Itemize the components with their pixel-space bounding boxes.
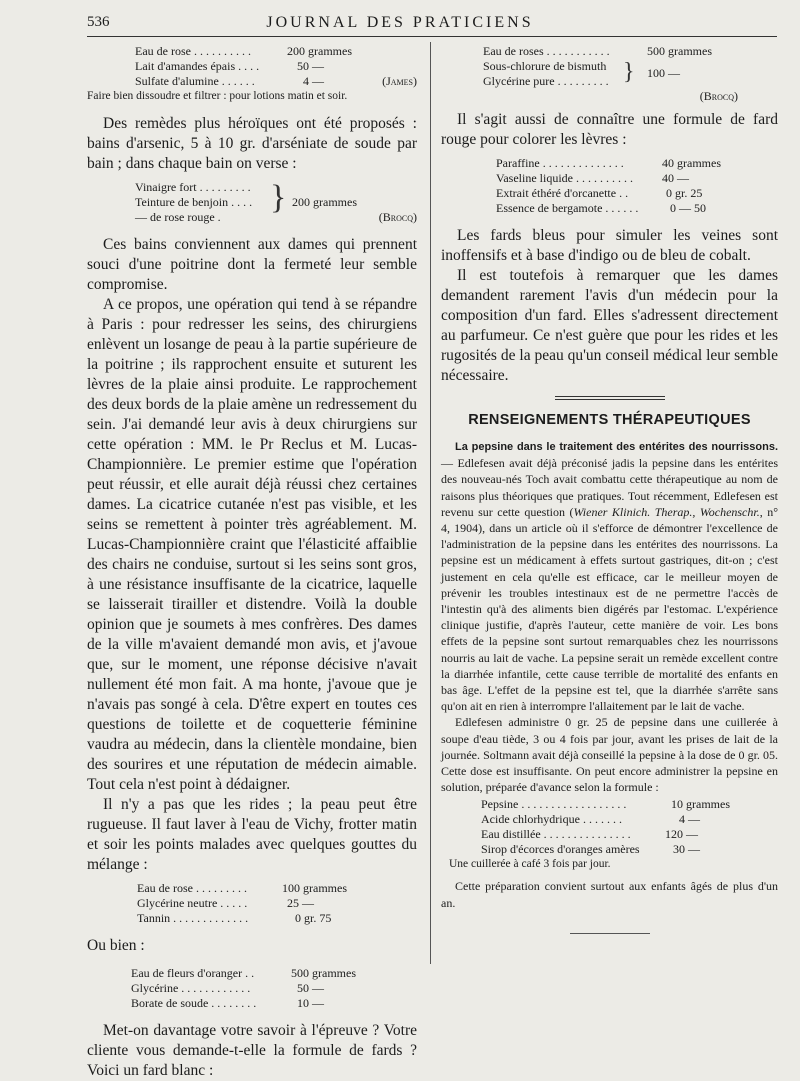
recipe-rugosity [87, 881, 417, 926]
column-divider [430, 42, 431, 964]
paragraph: Il s'agit aussi de connaître une formule de fard rouge pour colorer les lèvres : [441, 111, 778, 148]
paragraph: Il n'y a pas que les rides ; la peau peut être rugueuse. Il faut laver à l'eau de Vichy, frotter matin et soir les points malades avec quelques gouttes du mélange : [87, 796, 417, 873]
page-number: 536 [87, 14, 110, 30]
recipe-line: Eau de fleurs d'oranger . . 500 grammes [131, 966, 356, 980]
recipe-line: Borate de soude . . . . . . . . 10 — [131, 996, 324, 1010]
right-column [441, 44, 778, 934]
recipe-line: Essence de bergamote . . . . . . 0 — 50 [496, 201, 706, 215]
recipe-white-fard [441, 44, 778, 104]
recipe-line: Lait d'amandes épais . . . . 50 — [135, 59, 324, 73]
section-title: RENSEIGNEMENTS THÉRAPEUTIQUES [468, 412, 751, 428]
journal-title: JOURNAL DES PRATICIENS [266, 14, 534, 31]
end-rule [570, 933, 650, 934]
citation: Wiener Klinich. Therap., Wochenschr. [573, 504, 760, 519]
article-paragraph: Edlefesen administre 0 gr. 25 de pepsine dans une cuillerée à soupe d'eau tiède, 3 ou 4 fois par jour, avant les prises de lait de la journée. Soltmann avait déjà conseillé la pepsine à la dose de 0 gr. 05. Cette dose est insuffisante. On peut encore administrer la pepsine en solution, préparée d'avance selon la formule : [441, 715, 778, 795]
recipe-line: Vaseline liquide . . . . . . . . . . 40 — [496, 171, 689, 185]
recipe-line: Vinaigre fort . . . . . . . . . [135, 180, 251, 194]
recipe-line: Sirop d'écorces d'oranges amères 30 — [481, 842, 700, 857]
ou-bien: Ou bien : [87, 937, 145, 954]
page-header [0, 10, 800, 38]
left-column [87, 44, 417, 1081]
section-rule [555, 399, 665, 400]
section-rule [555, 396, 665, 397]
recipe-line: Eau de roses . . . . . . . . . . . 500 grammes [483, 44, 712, 58]
brace: } [623, 59, 635, 85]
paragraph: Des remèdes plus héroïques ont été proposés : bains d'arsenic, 5 à 10 gr. d'arséniate de soude par bain ; dans chaque bain on verse : [87, 115, 417, 172]
article-paragraph: La pepsine dans le traitement des entérites des nourrissons. — Edlefesen avait déjà préconisé jadis la pepsine dans les entérites des nouveau-nés Toch avait combattu cette thérapeutique au nom de raisons plus théoriques que pratiques. Tout récemment, Edlefesen est revenu sur cette question (Wiener Klinich. Therap., Wochenschr., n° 4, 1904), dans un article où il s'efforce de démontrer l'excellence de l'administration de la pepsine dans les entérites des nourrissons. La pepsine est un médicament à effets surtout gastriques, dit-on ; c'est justement en cela qu'elle est efficace, car le meilleur moyen de prévenir les troubles intestinaux est de ne permettre l'accès de l'intestin qu'à des aliments bien digérés par l'estomac. L'expérience clinique justifie, d'après l'auteur, cette manière de voir. Les bons effets de la pepsine sont surtout remarquables chez les nourrissons nourris au lait de vache. La pepsine serait un remède excellent contre la diarrhée infantile, cette cause terrible de mortalité des enfants en bas âge. L'effet de la pepsine est tel, que la diarrhée s'arrête sans qu'on ait en rien à interrompre l'allaitement par le lait de vache. [441, 441, 778, 714]
recipe-line: Eau de rose . . . . . . . . . . 200 grammes [135, 44, 352, 58]
recipe-line: Sous-chlorure de bismuth [483, 59, 607, 73]
recipe-line: Paraffine . . . . . . . . . . . . . . 40 grammes [496, 156, 721, 170]
paragraph: Les fards bleus pour simuler les veines sont inoffensifs et à base d'indigo ou de bleu de cobalt. [441, 227, 778, 264]
recipe-line: Glycérine pure . . . . . . . . . 100 — [483, 66, 680, 88]
paragraph: A ce propos, une opération qui tend à se répandre à Paris : pour redresser les seins, des chirurgiens enlèvent un losange de peau à la partie supérieure de la poitrine ; ils rapprochent ensuite et suturent les lèvres de la plaie ainsi produite. Le rapprochement des deux bords de la plaie amène un redressement du sein. J'ai demandé leur avis à deux chirurgiens sur cette opération : MM. le Pr Reclus et M. Lucas-Championnière. Le premier estime que l'opération peut réussir, et elle aurait déjà réussi chez certaines dames. La cicatrice cutanée n'est pas visible, et les seins se remettent à pointer très agréablement. M. Lucas-Championnière craint que l'élasticité affaiblie des chairs ne conduise, surtout si les seins sont gros, à une résistance insuffisante de la cicatrice, laquelle se laisserait tirailler et distendre. Voilà la double opinion que je soumets à mes confrères. Des dames de la ville m'avaient demandé mon avis, et j'avoue que, sur le moment, une réponse décisive n'avait nullement été mon fait. A ma honte, j'avoue que je n'avais pas songé à cela. D'être expert en toutes ces questions de toilette et de coquetterie féminine vaudra au médecin, dans la clientèle mondaine, bien des sourires et une réputation de médecin aimable. Tout cela n'est point à dédaigner. [87, 296, 417, 793]
paragraph: Il est toutefois à remarquer que les dames demandent rarement l'avis d'un médecin pour la composition d'un fard. Elles s'adressent directement au parfumeur. Ce n'est guère que pour les rides et les rugosités de la peau qu'un conseil médical leur semble nécessaire. [441, 267, 778, 384]
recipe-line: Eau de rose . . . . . . . . . 100 grammes [137, 881, 347, 895]
recipe-pepsine [441, 797, 778, 857]
recipe-line [483, 89, 778, 104]
recipe-note: Une cuillerée à café 3 fois par jour. [449, 858, 611, 871]
article-paragraph: Cette préparation convient surtout aux enfants âgés de plus d'un an. [441, 879, 778, 910]
header-rule [87, 36, 777, 37]
paragraph: Ces bains conviennent aux dames qui prennent souci d'une poitrine dont la fermeté leur semble compromise. [87, 236, 417, 293]
recipe-line: Acide chlorhydrique . . . . . . . 4 — [481, 812, 700, 827]
recipe-lotion [87, 44, 417, 89]
recipe-line: Eau distillée . . . . . . . . . . . . . . . 120 — [481, 827, 698, 842]
recipe-bath [87, 180, 417, 225]
recipe-alt [87, 966, 417, 1011]
article-lead: La pepsine dans le traitement des entérites des nourrissons. [455, 441, 778, 453]
recipe-line: Glycérine neutre . . . . . 25 — [137, 896, 314, 910]
recipe-author: (James) [382, 74, 417, 88]
recipe-line: Glycérine . . . . . . . . . . . . 50 — [131, 981, 324, 995]
recipe-author: (Brocq) [378, 210, 417, 224]
recipe-line: Teinture de benjoin . . . . 200 grammes [135, 195, 357, 209]
recipe-line: Extrait éthéré d'orcanette . . 0 gr. 25 [496, 186, 703, 200]
recipe-line: Sulfate d'alumine . . . . . . 4 — (James) [135, 74, 417, 88]
recipe-line: — de rose rouge . (Brocq) [135, 210, 417, 224]
recipe-red-fard [441, 156, 778, 216]
recipe-author: (Brocq) [699, 89, 738, 103]
recipe-line: Pepsine . . . . . . . . . . . . . . . . . . 10 grammes [481, 797, 730, 812]
recipe-note: Faire bien dissoudre et filtrer : pour lotions matin et soir. [87, 90, 348, 102]
recipe-line: Tannin . . . . . . . . . . . . . 0 gr. 75 [137, 911, 332, 925]
paragraph: Met-on davantage votre savoir à l'épreuve ? Votre cliente vous demande-t-elle la formule de fards ? Voici un fard blanc : [87, 1022, 417, 1079]
brace: } [270, 179, 287, 216]
